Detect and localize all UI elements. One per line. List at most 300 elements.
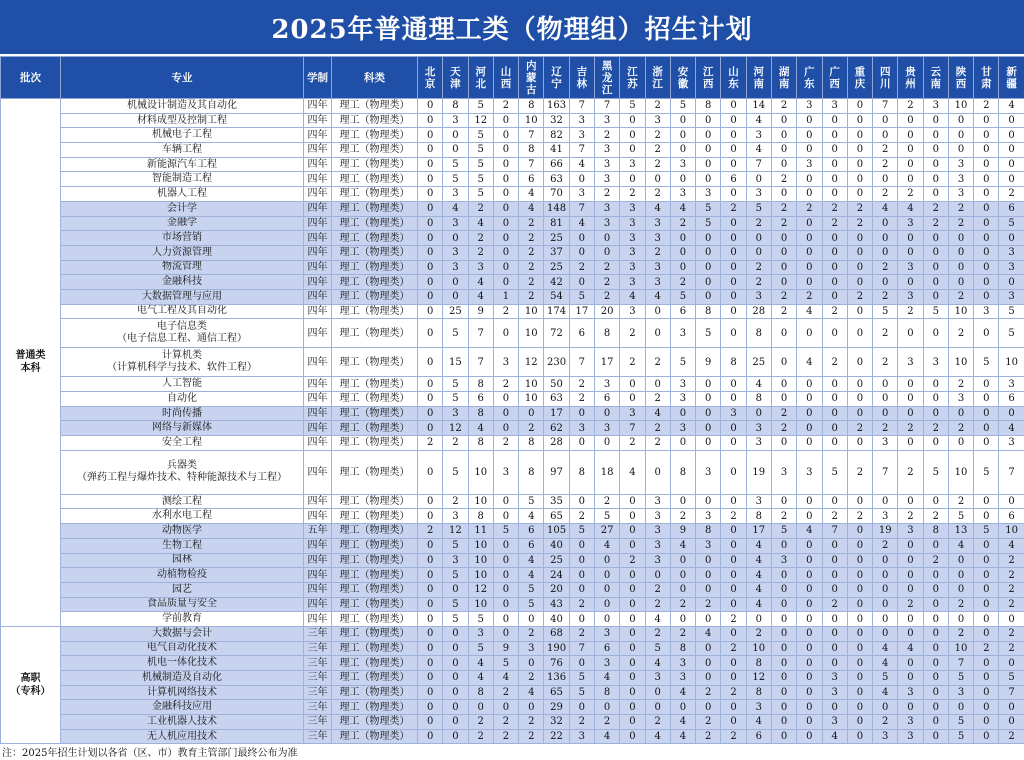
quota-cell: 0 [696, 582, 721, 597]
table-row [1, 406, 1024, 421]
quota-cell: 0 [721, 494, 746, 509]
quota-cell: 3 [620, 157, 645, 172]
quota-cell: 0 [999, 231, 1024, 246]
quota-cell: 0 [847, 597, 872, 612]
quota-cell: 0 [620, 582, 645, 597]
quota-cell: 8 [696, 304, 721, 319]
table-row [1, 509, 1024, 524]
quota-cell: 0 [847, 128, 872, 143]
quota-cell: 8 [468, 685, 493, 700]
quota-cell: 0 [923, 538, 948, 553]
quota-cell: 2 [645, 99, 670, 114]
quota-cell: 2 [999, 641, 1024, 656]
quota-cell: 3 [696, 538, 721, 553]
quota-cell: 0 [797, 245, 822, 260]
quota-cell: 2 [670, 275, 695, 290]
quota-cell: 3 [645, 260, 670, 275]
quota-cell: 4 [670, 729, 695, 744]
quota-cell: 0 [974, 128, 999, 143]
category-cell: 理工（物理类） [332, 260, 418, 275]
quota-cell: 0 [670, 494, 695, 509]
quota-cell: 2 [569, 392, 594, 407]
table-row [1, 275, 1024, 290]
quota-cell: 0 [923, 582, 948, 597]
quota-cell: 3 [443, 260, 468, 275]
quota-cell: 0 [721, 275, 746, 290]
quota-cell: 0 [847, 172, 872, 187]
quota-cell: 4 [620, 450, 645, 494]
quota-cell: 3 [696, 187, 721, 202]
quota-cell: 2 [645, 143, 670, 158]
header-province: 云 南 [923, 57, 948, 99]
quota-cell: 0 [847, 143, 872, 158]
quota-cell: 3 [620, 406, 645, 421]
quota-cell: 0 [923, 612, 948, 627]
quota-cell: 3 [569, 128, 594, 143]
quota-cell: 0 [569, 553, 594, 568]
duration-cell: 四年 [304, 494, 332, 509]
quota-cell: 2 [948, 201, 973, 216]
quota-cell: 0 [822, 612, 847, 627]
quota-cell: 3 [696, 450, 721, 494]
quota-cell: 8 [746, 392, 771, 407]
quota-cell: 2 [594, 128, 619, 143]
quota-cell: 0 [746, 245, 771, 260]
quota-cell: 8 [923, 524, 948, 539]
quota-cell: 32 [544, 715, 569, 730]
quota-cell: 0 [569, 231, 594, 246]
quota-cell: 0 [443, 128, 468, 143]
quota-cell: 8 [746, 509, 771, 524]
quota-cell: 0 [847, 113, 872, 128]
quota-cell: 0 [873, 113, 898, 128]
quota-cell: 6 [999, 201, 1024, 216]
quota-cell: 0 [721, 231, 746, 246]
quota-cell: 2 [468, 715, 493, 730]
quota-cell: 0 [797, 685, 822, 700]
duration-cell: 四年 [304, 597, 332, 612]
quota-cell: 0 [923, 671, 948, 686]
quota-cell: 0 [696, 494, 721, 509]
quota-cell: 3 [620, 201, 645, 216]
duration-cell: 四年 [304, 612, 332, 627]
major-cell: 金融科技 [61, 275, 304, 290]
category-cell: 理工（物理类） [332, 304, 418, 319]
quota-cell: 4 [493, 671, 518, 686]
quota-cell: 0 [948, 582, 973, 597]
duration-cell: 四年 [304, 260, 332, 275]
quota-cell: 2 [721, 509, 746, 524]
quota-cell: 0 [974, 715, 999, 730]
quota-cell: 0 [847, 568, 872, 583]
quota-cell: 2 [721, 729, 746, 744]
quota-cell: 0 [569, 700, 594, 715]
quota-cell: 0 [620, 524, 645, 539]
category-cell: 理工（物理类） [332, 568, 418, 583]
quota-cell: 0 [670, 143, 695, 158]
quota-cell: 0 [797, 113, 822, 128]
table-row [1, 245, 1024, 260]
duration-cell: 四年 [304, 436, 332, 451]
quota-cell: 0 [696, 656, 721, 671]
quota-cell: 0 [443, 715, 468, 730]
quota-cell: 5 [443, 597, 468, 612]
duration-cell: 三年 [304, 671, 332, 686]
quota-cell: 3 [948, 172, 973, 187]
quota-cell: 4 [468, 275, 493, 290]
quota-cell: 2 [948, 377, 973, 392]
quota-cell: 13 [948, 524, 973, 539]
quota-cell: 0 [847, 157, 872, 172]
quota-cell: 0 [822, 582, 847, 597]
quota-cell: 0 [493, 275, 518, 290]
quota-cell: 0 [923, 157, 948, 172]
quota-cell: 0 [771, 715, 796, 730]
header-province: 四 川 [873, 57, 898, 99]
quota-cell: 0 [847, 392, 872, 407]
quota-cell: 0 [645, 685, 670, 700]
header-province: 吉 林 [569, 57, 594, 99]
quota-cell: 2 [746, 216, 771, 231]
header-duration: 学制 [304, 57, 332, 99]
quota-cell: 0 [594, 553, 619, 568]
quota-cell: 3 [822, 685, 847, 700]
duration-cell: 四年 [304, 348, 332, 377]
table-row [1, 201, 1024, 216]
quota-cell: 3 [645, 553, 670, 568]
duration-cell: 四年 [304, 157, 332, 172]
duration-cell: 四年 [304, 216, 332, 231]
quota-cell: 0 [974, 729, 999, 744]
quota-cell: 3 [999, 436, 1024, 451]
major-cell: 智能制造工程 [61, 172, 304, 187]
quota-cell: 32 [544, 113, 569, 128]
quota-cell: 0 [771, 626, 796, 641]
quota-cell: 2 [594, 289, 619, 304]
quota-cell: 5 [696, 319, 721, 348]
quota-cell: 2 [670, 216, 695, 231]
major-cell: 会计学 [61, 201, 304, 216]
quota-cell: 4 [670, 538, 695, 553]
quota-cell: 0 [696, 421, 721, 436]
quota-cell: 0 [721, 187, 746, 202]
quota-cell: 0 [418, 626, 443, 641]
table-row [1, 172, 1024, 187]
quota-cell: 0 [620, 392, 645, 407]
quota-cell: 2 [670, 597, 695, 612]
quota-cell: 2 [594, 187, 619, 202]
quota-cell: 8 [519, 450, 544, 494]
quota-cell: 0 [923, 626, 948, 641]
quota-cell: 0 [493, 553, 518, 568]
table-row [1, 597, 1024, 612]
quota-cell: 0 [923, 260, 948, 275]
header-province: 山 西 [493, 57, 518, 99]
major-cell: 测绘工程 [61, 494, 304, 509]
quota-cell: 2 [645, 392, 670, 407]
quota-cell: 0 [721, 216, 746, 231]
quota-cell: 3 [771, 450, 796, 494]
quota-cell: 0 [898, 538, 923, 553]
quota-cell: 3 [443, 553, 468, 568]
quota-cell: 2 [873, 143, 898, 158]
quota-cell: 0 [923, 729, 948, 744]
quota-cell: 10 [948, 641, 973, 656]
quota-cell: 0 [443, 729, 468, 744]
quota-cell: 0 [999, 715, 1024, 730]
quota-cell: 72 [544, 319, 569, 348]
quota-cell: 54 [544, 289, 569, 304]
quota-cell: 2 [418, 524, 443, 539]
quota-cell: 4 [797, 304, 822, 319]
quota-cell: 0 [974, 509, 999, 524]
quota-cell: 0 [822, 436, 847, 451]
quota-cell: 3 [746, 187, 771, 202]
category-cell: 理工（物理类） [332, 436, 418, 451]
category-cell: 理工（物理类） [332, 392, 418, 407]
quota-cell: 25 [544, 553, 569, 568]
quota-cell: 0 [847, 406, 872, 421]
quota-cell: 3 [746, 421, 771, 436]
quota-cell: 0 [746, 612, 771, 627]
quota-cell: 27 [594, 524, 619, 539]
header-province: 甘 肃 [974, 57, 999, 99]
quota-cell: 5 [948, 729, 973, 744]
quota-cell: 3 [746, 436, 771, 451]
quota-cell: 2 [594, 494, 619, 509]
quota-cell: 0 [670, 568, 695, 583]
quota-cell: 0 [898, 582, 923, 597]
quota-cell: 0 [923, 406, 948, 421]
quota-cell: 0 [923, 392, 948, 407]
quota-cell: 17 [544, 406, 569, 421]
quota-cell: 0 [418, 612, 443, 627]
table-row [1, 626, 1024, 641]
quota-cell: 2 [923, 553, 948, 568]
quota-cell: 6 [670, 304, 695, 319]
category-cell: 理工（物理类） [332, 685, 418, 700]
duration-cell: 四年 [304, 143, 332, 158]
table-row [1, 260, 1024, 275]
duration-cell: 三年 [304, 641, 332, 656]
quota-cell: 0 [847, 671, 872, 686]
quota-cell: 12 [468, 582, 493, 597]
quota-cell: 5 [468, 612, 493, 627]
quota-cell: 0 [999, 113, 1024, 128]
duration-cell: 四年 [304, 113, 332, 128]
quota-cell: 0 [493, 245, 518, 260]
quota-cell: 35 [544, 494, 569, 509]
quota-cell: 5 [822, 450, 847, 494]
table-row [1, 524, 1024, 539]
quota-cell: 0 [569, 172, 594, 187]
quota-cell: 3 [670, 421, 695, 436]
quota-cell: 0 [974, 538, 999, 553]
quota-cell: 5 [645, 641, 670, 656]
header-province: 安 徽 [670, 57, 695, 99]
quota-cell: 6 [569, 319, 594, 348]
quota-cell: 2 [898, 450, 923, 494]
table-row [1, 729, 1024, 744]
quota-cell: 10 [468, 450, 493, 494]
quota-cell: 0 [620, 113, 645, 128]
quota-cell: 3 [594, 172, 619, 187]
duration-cell: 四年 [304, 392, 332, 407]
quota-cell: 148 [544, 201, 569, 216]
major-cell: 大数据管理与应用 [61, 289, 304, 304]
quota-cell: 2 [519, 729, 544, 744]
quota-cell: 0 [847, 260, 872, 275]
quota-cell: 97 [544, 450, 569, 494]
quota-cell: 0 [898, 377, 923, 392]
quota-cell: 15 [443, 348, 468, 377]
quota-cell: 0 [847, 348, 872, 377]
quota-cell: 2 [620, 187, 645, 202]
duration-cell: 四年 [304, 582, 332, 597]
quota-cell: 3 [519, 641, 544, 656]
quota-cell: 4 [594, 729, 619, 744]
quota-cell: 4 [873, 656, 898, 671]
quota-cell: 3 [645, 231, 670, 246]
quota-cell: 0 [847, 436, 872, 451]
duration-cell: 四年 [304, 99, 332, 114]
quota-cell: 0 [771, 275, 796, 290]
quota-cell: 0 [771, 113, 796, 128]
quota-cell: 0 [418, 157, 443, 172]
quota-cell: 2 [999, 626, 1024, 641]
quota-cell: 0 [721, 715, 746, 730]
duration-cell: 四年 [304, 568, 332, 583]
duration-cell: 四年 [304, 509, 332, 524]
quota-cell: 3 [670, 392, 695, 407]
table-row [1, 421, 1024, 436]
quota-cell: 2 [569, 626, 594, 641]
quota-cell: 2 [645, 436, 670, 451]
quota-cell: 3 [670, 671, 695, 686]
quota-cell: 0 [873, 275, 898, 290]
quota-cell: 3 [620, 275, 645, 290]
quota-cell: 5 [923, 304, 948, 319]
quota-cell: 5 [873, 671, 898, 686]
header-province: 天 津 [443, 57, 468, 99]
quota-cell: 0 [847, 538, 872, 553]
quota-cell: 2 [898, 597, 923, 612]
quota-cell: 3 [923, 348, 948, 377]
quota-cell: 2 [721, 641, 746, 656]
quota-cell: 0 [923, 128, 948, 143]
quota-cell: 0 [696, 231, 721, 246]
quota-cell: 8 [594, 685, 619, 700]
quota-cell: 0 [923, 700, 948, 715]
quota-cell: 0 [418, 582, 443, 597]
quota-cell: 24 [544, 568, 569, 583]
quota-cell: 2 [898, 304, 923, 319]
quota-cell: 2 [771, 99, 796, 114]
category-cell: 理工（物理类） [332, 201, 418, 216]
table-row [1, 656, 1024, 671]
quota-cell: 8 [746, 656, 771, 671]
quota-cell: 7 [822, 524, 847, 539]
quota-cell: 0 [797, 392, 822, 407]
quota-cell: 5 [468, 172, 493, 187]
quota-cell: 3 [797, 99, 822, 114]
quota-cell: 0 [721, 99, 746, 114]
duration-cell: 三年 [304, 685, 332, 700]
quota-cell: 0 [696, 553, 721, 568]
major-cell: 兵器类 （弹药工程与爆炸技术、特种能源技术与工程） [61, 450, 304, 494]
quota-cell: 17 [569, 304, 594, 319]
quota-cell: 2 [847, 201, 872, 216]
quota-cell: 0 [822, 700, 847, 715]
quota-cell: 3 [443, 245, 468, 260]
quota-cell: 0 [771, 700, 796, 715]
quota-cell: 0 [569, 568, 594, 583]
quota-cell: 12 [443, 421, 468, 436]
quota-cell: 2 [847, 216, 872, 231]
category-cell: 理工（物理类） [332, 597, 418, 612]
quota-cell: 3 [594, 201, 619, 216]
quota-cell: 11 [468, 524, 493, 539]
quota-cell: 0 [847, 715, 872, 730]
quota-cell: 0 [974, 245, 999, 260]
quota-cell: 0 [923, 685, 948, 700]
quota-cell: 2 [746, 275, 771, 290]
quota-cell: 2 [999, 568, 1024, 583]
quota-cell: 0 [847, 245, 872, 260]
quota-cell: 3 [948, 392, 973, 407]
quota-cell: 0 [418, 304, 443, 319]
quota-cell: 174 [544, 304, 569, 319]
quota-cell: 0 [974, 421, 999, 436]
quota-cell: 0 [721, 319, 746, 348]
major-cell: 金融学 [61, 216, 304, 231]
quota-cell: 37 [544, 245, 569, 260]
quota-cell: 3 [898, 729, 923, 744]
table-row [1, 641, 1024, 656]
quota-cell: 3 [923, 99, 948, 114]
quota-cell: 2 [873, 348, 898, 377]
quota-cell: 20 [544, 582, 569, 597]
major-cell: 自动化 [61, 392, 304, 407]
quota-cell: 5 [468, 99, 493, 114]
quota-cell: 0 [797, 656, 822, 671]
category-cell: 理工（物理类） [332, 172, 418, 187]
quota-cell: 3 [493, 450, 518, 494]
quota-cell: 2 [670, 509, 695, 524]
quota-cell: 0 [594, 245, 619, 260]
quota-cell: 0 [670, 582, 695, 597]
quota-cell: 0 [569, 275, 594, 290]
quota-cell: 2 [493, 715, 518, 730]
quota-cell: 18 [594, 450, 619, 494]
quota-cell: 0 [594, 597, 619, 612]
quota-cell: 3 [443, 187, 468, 202]
quota-cell: 0 [418, 187, 443, 202]
quota-cell: 2 [771, 509, 796, 524]
quota-cell: 4 [746, 715, 771, 730]
quota-cell: 105 [544, 524, 569, 539]
quota-cell: 0 [974, 231, 999, 246]
quota-cell: 6 [746, 729, 771, 744]
quota-cell: 4 [797, 524, 822, 539]
quota-cell: 0 [670, 172, 695, 187]
quota-cell: 0 [670, 406, 695, 421]
quota-cell: 0 [847, 377, 872, 392]
quota-cell: 0 [771, 685, 796, 700]
quota-cell: 4 [898, 641, 923, 656]
quota-cell: 3 [645, 275, 670, 290]
quota-cell: 0 [418, 377, 443, 392]
